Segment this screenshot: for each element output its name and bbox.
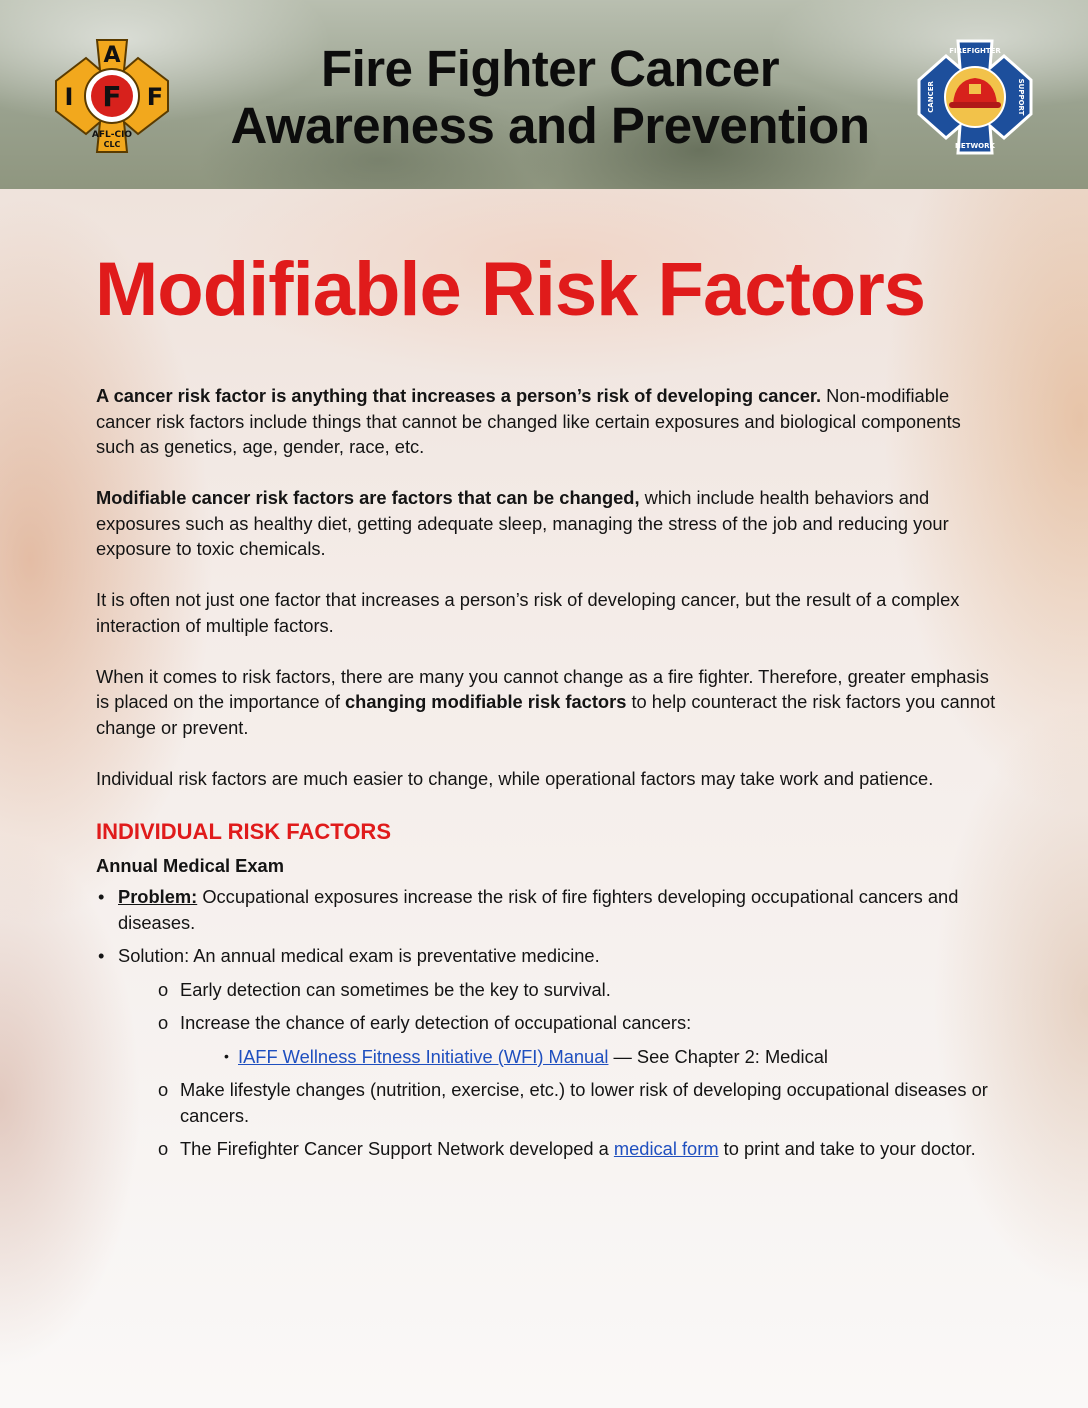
svg-text:NETWORK: NETWORK: [955, 142, 995, 150]
wfi-manual-link[interactable]: IAFF Wellness Fitness Initiative (WFI) Manual: [238, 1045, 609, 1067]
svg-text:F: F: [146, 83, 164, 111]
svg-text:F: F: [102, 80, 122, 113]
svg-text:A: A: [103, 43, 121, 68]
header-title-line1: Fire Fighter Cancer: [320, 40, 780, 97]
content-body: [96, 383, 996, 1170]
header-title: [200, 40, 900, 154]
header-title-line2: Awareness and Prevention: [230, 97, 870, 154]
fcsn-logo: [916, 38, 1034, 156]
svg-text:CLC: CLC: [103, 140, 121, 149]
sub-item-lifestyle: o Make lifestyle changes (nutrition, exercise, etc.) to lower risk of developing occupational diseases or cancers.: [158, 1079, 988, 1126]
svg-text:SUPPORT: SUPPORT: [1017, 78, 1025, 116]
subheading-annual-medical-exam: Annual Medical Exam: [96, 854, 284, 876]
list-item-problem: • Problem: Occupational exposures increase the risk of fire fighters developing occupational cancers and diseases.: [96, 884, 996, 935]
iaff-logo: [52, 36, 172, 156]
svg-text:FIREFIGHTER: FIREFIGHTER: [949, 47, 1001, 55]
header-banner: [0, 0, 1088, 189]
sub-list: [158, 977, 996, 1162]
sub-item-increase-chance: o Increase the chance of early detection of occupational cancers: • IAFF Wellness Fitness Initiative (WFI) Manual — See Chapter 2: Medical: [158, 1010, 996, 1069]
paragraph-emphasis: When it comes to risk factors, there are many you cannot change as a fire fighter. Therefore, greater emphasis is placed on the importance of changing modifiable risk factors to help counteract the risk factors you cannot change or prevent.: [96, 665, 996, 738]
svg-text:CANCER: CANCER: [927, 81, 935, 113]
paragraph-modifiable: Modifiable cancer risk factors are factors that can be changed, which include health behaviors and exposures such as healthy diet, getting adequate sleep, managing the stress of the job and reducing your exposure to toxic chemicals.: [96, 487, 949, 559]
sub-item-early-detection: o Early detection can sometimes be the key to survival.: [158, 978, 611, 1000]
paragraph-risk-factor: A cancer risk factor is anything that increases a person’s risk of developing cancer. Non-modifiable cancer risk factors include things that cannot be changed like certain exposures and biological components such as genetics, age, gender, race, etc.: [96, 385, 961, 457]
section-heading: INDIVIDUAL RISK FACTORS: [96, 818, 391, 844]
svg-text:I: I: [64, 83, 74, 111]
svg-text:AFL-CIO: AFL-CIO: [91, 130, 133, 140]
sub-sub-list: [224, 1044, 996, 1070]
page-title: Modifiable Risk Factors: [95, 247, 926, 332]
sub-item-fcsn: o The Firefighter Cancer Support Network developed a medical form to print and take to your doctor.: [158, 1138, 976, 1159]
medical-form-link[interactable]: medical form: [613, 1138, 719, 1159]
sub-sub-item-wfi: • IAFF Wellness Fitness Initiative (WFI) Manual — See Chapter 2: Medical: [224, 1045, 828, 1067]
list-item-solution: • Solution: An annual medical exam is preventative medicine. o Early detection can sometimes be the key to survival. o Increase the chance of early detection of occupational cancers: • IAFF Wellness Fitness Initiative (WFI) Manual — See Chapter 2: Medical o Make lifestyle changes (nutrition, exercise, etc.) to lower risk of developing occupational diseases or cancers. o The Firefighter Cancer Support Network developed a medical form to print and take to your doctor.: [96, 943, 996, 1162]
paragraph-complex-interaction: It is often not just one factor that increases a person’s risk of developing cancer, but the result of a complex interaction of multiple factors.: [96, 589, 960, 636]
bullet-list: [96, 884, 996, 1162]
paragraph-individual-vs-operational: Individual risk factors are much easier to change, while operational factors may take work and patience.: [96, 767, 934, 789]
